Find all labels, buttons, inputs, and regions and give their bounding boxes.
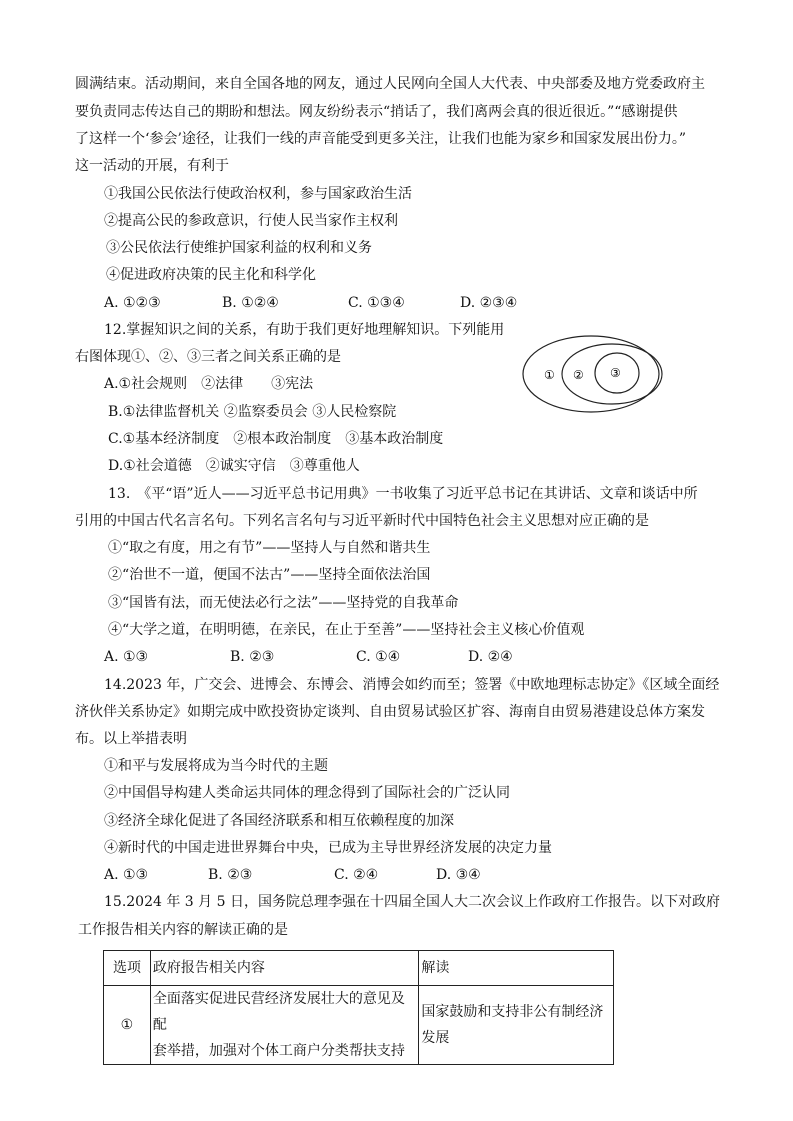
q14-item-2: ②中国倡导构建人类命运共同体的理念得到了国际社会的广泛认同: [104, 785, 510, 801]
q11-item-1: ①我国公民依法行使政治权利，参与国家政治生活: [104, 186, 412, 202]
table-header-option: 选项: [104, 951, 151, 986]
table-header-reading: 解读: [419, 951, 614, 986]
q12-choice-c[interactable]: C.①基本经济制度 ②根本政治制度 ③基本政治制度: [108, 431, 444, 447]
q12-choice-a[interactable]: A.①社会规则 ②法律 ③宪法: [104, 376, 314, 392]
q11-item-2: ②提高公民的参政意识，行使人民当家作主权利: [104, 213, 398, 229]
table-row: [104, 986, 614, 1065]
q13-stem-line-1: 13. 《平“语”近人——习近平总书记用典》一书收集了习近平总书记在其讲话、文章和谈话中所: [108, 486, 698, 502]
diagram-label-1: ①: [544, 368, 555, 382]
q15-answer-table: [103, 950, 614, 1065]
q11-item-3: ③公民依法行使维护国家利益的权利和义务: [106, 240, 372, 256]
table-cell-content: [150, 986, 418, 1065]
q12-choice-d[interactable]: D.①社会道德 ②诚实守信 ③尊重他人: [108, 458, 360, 474]
q14-option-d[interactable]: D. ③④: [436, 867, 481, 883]
q11-option-a[interactable]: A. ①②③: [104, 295, 161, 311]
q11-option-b[interactable]: B. ①②④: [222, 295, 279, 311]
q11-option-c[interactable]: C. ①③④: [348, 295, 405, 311]
q15-stem-line-1: 15.2024 年 3 月 5 日，国务院总理李强在十四届全国人大二次会议上作政府工作报告。以下对政府: [104, 894, 720, 910]
content-line-2: 套举措，加强对个体工商户分类帮扶支持: [152, 1043, 405, 1059]
table-header-row: [104, 951, 614, 986]
q14-stem-line-2: 济伙伴关系协定》如期完成中欧投资协定谈判、自由贸易试验区扩容、海南自由贸易港建设总体方案发: [75, 704, 705, 720]
q13-item-2: ②“治世不一道，便国不法古”——坚持全面依法治国: [108, 567, 431, 583]
q14-item-4: ④新时代的中国走进世界舞台中央，已成为主导世界经济发展的决定力量: [104, 840, 552, 856]
intro-line-4: 这一活动的开展，有利于: [75, 158, 229, 174]
q14-item-3: ③经济全球化促进了各国经济联系和相互依赖程度的加深: [104, 813, 454, 829]
content-line-1: 全面落实促进民营经济发展壮大的意见及配: [152, 991, 405, 1033]
q12-stem-line-1: 12.掌握知识之间的关系，有助于我们更好地理解知识。下列能用: [104, 322, 505, 338]
q12-choice-b[interactable]: B.①法律监督机关 ②监察委员会 ③人民检察院: [108, 404, 397, 420]
q13-option-b[interactable]: B. ②③: [230, 649, 275, 665]
q15-stem-line-2: 工作报告相关内容的解读正确的是: [78, 922, 288, 938]
q14-item-1: ①和平与发展将成为当今时代的主题: [104, 758, 328, 774]
reading-line-1: 国家鼓励和支持非公有制经济: [421, 1004, 604, 1020]
nested-ellipses-diagram: [521, 333, 664, 415]
reading-line-2: 发展: [421, 1030, 450, 1046]
q14-option-c[interactable]: C. ②④: [334, 867, 379, 883]
q13-option-c[interactable]: C. ①④: [356, 649, 401, 665]
table-header-content: 政府报告相关内容: [150, 951, 418, 986]
q13-item-3: ③“国皆有法，而无使法必行之法”——坚持党的自我革命: [108, 595, 459, 611]
table-cell-reading: [419, 986, 614, 1065]
q12-stem-line-2: 右图体现①、②、③三者之间关系正确的是: [75, 349, 341, 365]
table-cell-option: ①: [104, 986, 151, 1065]
diagram-label-3: ③: [610, 366, 621, 380]
q13-stem-line-2: 引用的中国古代名言名句。下列名言名句与习近平新时代中国特色社会主义思想对应正确的是: [75, 513, 649, 529]
q13-item-1: ①“取之有度，用之有节”——坚持人与自然和谐共生: [108, 540, 431, 556]
q14-stem-line-1: 14.2023 年，广交会、进博会、东博会、消博会如约而至；签署《中欧地理标志协定》《区域全面经: [104, 677, 720, 693]
intro-line-3: 了这样一个‘参会’途径，让我们一线的声音能受到更多关注，让我们也能为家乡和国家发展出份力。”: [75, 131, 687, 147]
q13-option-d[interactable]: D. ②④: [468, 649, 513, 665]
q14-option-a[interactable]: A. ①③: [104, 867, 149, 883]
q14-stem-line-3: 布。以上举措表明: [75, 731, 187, 747]
q14-option-b[interactable]: B. ②③: [208, 867, 253, 883]
q13-option-a[interactable]: A. ①③: [104, 649, 149, 665]
q11-option-d[interactable]: D. ②③④: [460, 295, 518, 311]
q13-item-4: ④“大学之道，在明明德，在亲民，在止于至善”——坚持社会主义核心价值观: [108, 622, 585, 638]
intro-line-2: 要负责同志传达自己的期盼和想法。网友纷纷表示“捎话了，我们离两会真的很近很近。”“感谢提供: [75, 104, 678, 120]
diagram-label-2: ②: [573, 368, 584, 382]
q11-item-4: ④促进政府决策的民主化和科学化: [106, 267, 316, 283]
intro-line-1: 圆满结束。活动期间，来自全国各地的网友，通过人民网向全国人大代表、中央部委及地方党委政府主: [75, 76, 705, 92]
